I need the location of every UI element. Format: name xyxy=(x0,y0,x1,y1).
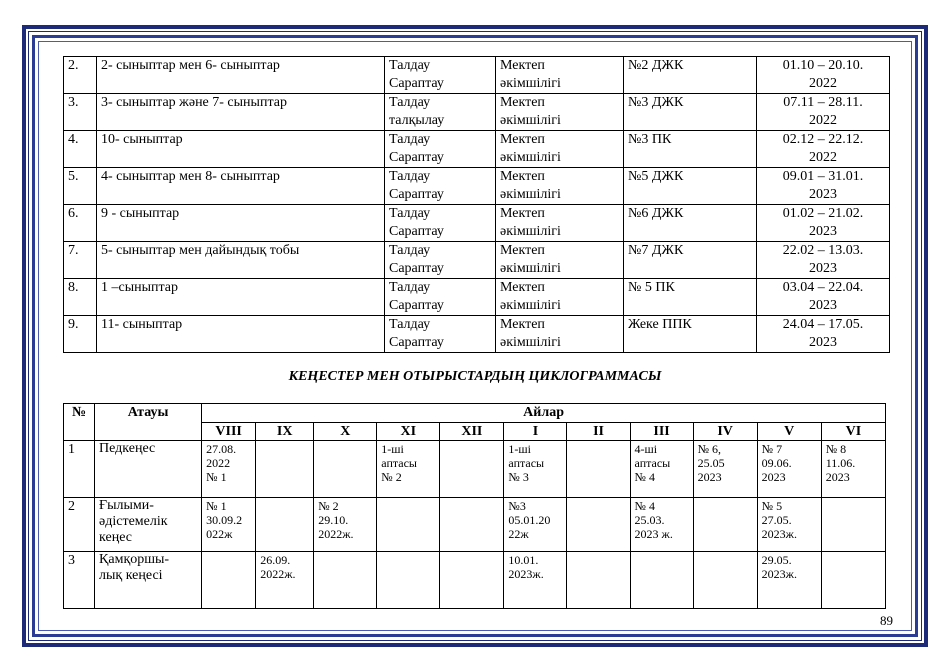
month-header: III xyxy=(630,423,693,441)
row-number: 9. xyxy=(64,316,97,353)
cell-line: 30.09.2 xyxy=(206,513,243,527)
cell-line: 022ж xyxy=(206,527,233,541)
document-cell: Жеке ППК xyxy=(624,316,757,353)
cell-line: № 6, xyxy=(697,442,722,456)
classes-cell: 2- сыныптар мен 6- сыныптар xyxy=(97,57,385,94)
table-row xyxy=(64,316,890,353)
cell-line: Мектеп xyxy=(500,95,545,110)
responsible-cell xyxy=(496,316,624,353)
page-number: 89 xyxy=(880,613,893,628)
cell-line: 2022ж. xyxy=(260,567,296,581)
header-name: Атауы xyxy=(95,404,202,441)
schedule-cell xyxy=(821,441,885,498)
cell-line: аптасы xyxy=(634,456,671,470)
cell-line: Сараптау xyxy=(389,335,444,350)
cell-line: Мектеп xyxy=(500,280,545,295)
cell-line: 2023 xyxy=(809,224,837,239)
table-row xyxy=(64,131,890,168)
cell-line: № 5 xyxy=(761,499,783,513)
schedule-cell xyxy=(256,552,314,609)
schedule-cell xyxy=(693,441,757,498)
cell-line: 03.04 – 22.04. xyxy=(782,280,864,295)
cell-line: № 2 xyxy=(381,470,402,484)
schedule-cell xyxy=(821,552,885,609)
cell-line: Талдау xyxy=(389,317,431,332)
cyclogram-title: КЕҢЕСТЕР МЕН ОТЫРЫСТАРДЫҢ ЦИКЛОГРАММАСЫ xyxy=(288,369,662,384)
date-cell xyxy=(757,205,890,242)
name-line: кеңес xyxy=(99,530,132,545)
cell-line: 10.01. xyxy=(508,553,539,567)
cell-line: Сараптау xyxy=(389,261,444,276)
month-header: X xyxy=(314,423,377,441)
table-row xyxy=(64,57,890,94)
month-header: IV xyxy=(693,423,757,441)
date-cell xyxy=(757,131,890,168)
schedule-cell xyxy=(630,552,693,609)
schedule-cell xyxy=(630,441,693,498)
cell-line: 27.05. xyxy=(761,513,792,527)
cell-line: 2022 xyxy=(809,113,837,128)
cell-line: Мектеп xyxy=(500,243,545,258)
cell-line: 01.02 – 21.02. xyxy=(782,206,864,221)
cell-line: 11.06. xyxy=(825,456,856,470)
schedule-cell xyxy=(440,552,504,609)
cell-line: аптасы xyxy=(508,456,545,470)
cell-line: 2022 xyxy=(809,76,837,91)
table-row xyxy=(64,441,886,498)
council-name xyxy=(95,441,202,498)
cell-line: 22.02 – 13.03. xyxy=(782,243,864,258)
responsible-cell xyxy=(496,131,624,168)
date-cell xyxy=(757,242,890,279)
schedule-cell xyxy=(377,552,440,609)
schedule-cell xyxy=(377,441,440,498)
cell-line: № 8 xyxy=(825,442,847,456)
document-cell: №7 ДЖК xyxy=(624,242,757,279)
month-header: VIII xyxy=(202,423,256,441)
control-plan-table xyxy=(63,56,890,353)
document-cell: № 5 ПК xyxy=(624,279,757,316)
cell-line: Сараптау xyxy=(389,224,444,239)
table-row xyxy=(64,168,890,205)
method-cell xyxy=(385,242,496,279)
schedule-cell xyxy=(377,498,440,552)
cell-line: 2023 xyxy=(825,470,850,484)
cell-line: Талдау xyxy=(389,243,431,258)
cell-line: Сараптау xyxy=(389,187,444,202)
date-cell xyxy=(757,57,890,94)
cell-line: № 7 xyxy=(761,442,783,456)
row-number: 3. xyxy=(64,94,97,131)
document-cell: №3 ДЖК xyxy=(624,94,757,131)
responsible-cell xyxy=(496,94,624,131)
cell-line: № 2 xyxy=(318,499,339,513)
cell-line: әкімшілігі xyxy=(500,150,561,165)
table-row xyxy=(64,279,890,316)
responsible-cell xyxy=(496,57,624,94)
cell-line: 05.01.20 xyxy=(508,513,551,527)
cell-line: Талдау xyxy=(389,58,431,73)
method-cell xyxy=(385,279,496,316)
schedule-cell xyxy=(504,498,567,552)
cell-line: әкімшілігі xyxy=(500,224,561,239)
method-cell xyxy=(385,205,496,242)
cell-line: Мектеп xyxy=(500,169,545,184)
month-header: IX xyxy=(256,423,314,441)
row-number: 8. xyxy=(64,279,97,316)
schedule-cell xyxy=(567,552,630,609)
responsible-cell xyxy=(496,168,624,205)
row-number: 2 xyxy=(64,498,95,552)
cell-line: №3 xyxy=(508,499,526,513)
cell-line: Талдау xyxy=(389,132,431,147)
schedule-cell xyxy=(202,441,256,498)
schedule-cell xyxy=(504,552,567,609)
schedule-cell xyxy=(314,552,377,609)
method-cell xyxy=(385,94,496,131)
cell-line: 26.09. xyxy=(260,553,291,567)
month-header: XI xyxy=(377,423,440,441)
schedule-cell xyxy=(567,441,630,498)
cell-line: 02.12 – 22.12. xyxy=(782,132,864,147)
document-cell: №6 ДЖК xyxy=(624,205,757,242)
date-cell xyxy=(757,168,890,205)
schedule-cell xyxy=(256,441,314,498)
cell-line: талқылау xyxy=(389,113,445,128)
table-row xyxy=(64,242,890,279)
cell-line: әкімшілігі xyxy=(500,187,561,202)
cell-line: 07.11 – 28.11. xyxy=(783,95,863,110)
schedule-cell xyxy=(757,441,821,498)
cell-line: 22ж xyxy=(508,527,529,541)
cell-line: 2022 xyxy=(206,456,231,470)
cell-line: 4-ші xyxy=(634,442,658,456)
table-row xyxy=(64,498,886,552)
name-line: лық кеңесі xyxy=(99,568,163,583)
cell-line: 1-ші xyxy=(508,442,531,456)
cell-line: әкімшілігі xyxy=(500,335,561,350)
classes-cell: 1 –сыныптар xyxy=(97,279,385,316)
method-cell xyxy=(385,168,496,205)
cell-line: Мектеп xyxy=(500,132,545,147)
schedule-cell xyxy=(693,498,757,552)
cell-line: № 4 xyxy=(634,499,655,513)
cell-line: № 1 xyxy=(206,499,227,513)
document-cell: №2 ДЖК xyxy=(624,57,757,94)
month-header: II xyxy=(567,423,630,441)
cell-line: Талдау xyxy=(389,280,431,295)
name-line: Қамқоршы- xyxy=(99,552,170,567)
cell-line: 29.05. xyxy=(761,553,792,567)
cell-line: 25.05 xyxy=(697,456,725,470)
cell-line: Сараптау xyxy=(389,150,444,165)
schedule-cell xyxy=(314,441,377,498)
schedule-cell xyxy=(757,498,821,552)
row-number: 6. xyxy=(64,205,97,242)
name-line: Ғылыми- xyxy=(99,498,154,513)
cell-line: 2023ж. xyxy=(508,567,544,581)
schedule-cell xyxy=(256,498,314,552)
schedule-cell xyxy=(504,441,567,498)
header-months: Айлар xyxy=(202,404,886,423)
schedule-cell xyxy=(202,552,256,609)
row-number: 3 xyxy=(64,552,95,609)
cell-line: Талдау xyxy=(389,206,431,221)
month-header: V xyxy=(757,423,821,441)
cell-line: 01.10 – 20.10. xyxy=(782,58,864,73)
cell-line: 27.08. xyxy=(206,442,237,456)
responsible-cell xyxy=(496,279,624,316)
table-row xyxy=(64,94,890,131)
cell-line: Талдау xyxy=(389,95,431,110)
row-number: 7. xyxy=(64,242,97,279)
method-cell xyxy=(385,131,496,168)
date-cell xyxy=(757,316,890,353)
schedule-cell xyxy=(567,498,630,552)
month-header: XII xyxy=(440,423,504,441)
cell-line: Мектеп xyxy=(500,58,545,73)
cell-line: 2022ж. xyxy=(318,527,354,541)
name-line: Педкеңес xyxy=(99,441,156,456)
cell-line: № 4 xyxy=(634,470,655,484)
cell-line: әкімшілігі xyxy=(500,113,561,128)
cell-line: 09.06. xyxy=(761,456,792,470)
classes-cell: 4- сыныптар мен 8- сыныптар xyxy=(97,168,385,205)
cell-line: әкімшілігі xyxy=(500,298,561,313)
cell-line: 29.10. xyxy=(318,513,349,527)
cell-line: Мектеп xyxy=(500,317,545,332)
schedule-cell xyxy=(314,498,377,552)
cell-line: 2022 xyxy=(809,150,837,165)
cell-line: әкімшілігі xyxy=(500,261,561,276)
schedule-cell xyxy=(202,498,256,552)
method-cell xyxy=(385,316,496,353)
document-cell: №5 ДЖК xyxy=(624,168,757,205)
month-header: I xyxy=(504,423,567,441)
schedule-cell xyxy=(821,498,885,552)
cell-line: Сараптау xyxy=(389,76,444,91)
table-row xyxy=(64,552,886,609)
council-name xyxy=(95,552,202,609)
cell-line: № 1 xyxy=(206,470,227,484)
cell-line: аптасы xyxy=(381,456,417,470)
cell-line: 2023 ж. xyxy=(634,527,673,541)
row-number: 2. xyxy=(64,57,97,94)
schedule-cell xyxy=(693,552,757,609)
classes-cell: 10- сыныптар xyxy=(97,131,385,168)
classes-cell: 9 - сыныптар xyxy=(97,205,385,242)
date-cell xyxy=(757,94,890,131)
schedule-cell xyxy=(757,552,821,609)
name-line: әдістемелік xyxy=(99,514,168,529)
row-number: 4. xyxy=(64,131,97,168)
cell-line: 2023ж. xyxy=(761,567,797,581)
method-cell xyxy=(385,57,496,94)
cell-line: Мектеп xyxy=(500,206,545,221)
responsible-cell xyxy=(496,205,624,242)
cell-line: 2023 xyxy=(809,261,837,276)
table-row xyxy=(64,205,890,242)
cell-line: № 3 xyxy=(508,470,529,484)
cell-line: 2023ж. xyxy=(761,527,797,541)
responsible-cell xyxy=(496,242,624,279)
cell-line: 25.03. xyxy=(634,513,665,527)
cell-line: 2023 xyxy=(809,187,837,202)
cell-line: Талдау xyxy=(389,169,431,184)
cyclogram-table xyxy=(63,403,886,609)
classes-cell: 3- сыныптар және 7- сыныптар xyxy=(97,94,385,131)
cell-line: 1-ші xyxy=(381,442,404,456)
row-number: 5. xyxy=(64,168,97,205)
cell-line: әкімшілігі xyxy=(500,76,561,91)
row-number: 1 xyxy=(64,441,95,498)
document-cell: №3 ПК xyxy=(624,131,757,168)
cell-line: 2023 xyxy=(809,335,837,350)
cell-line: Сараптау xyxy=(389,298,444,313)
month-header: VI xyxy=(821,423,885,441)
cell-line: 2023 xyxy=(761,470,786,484)
classes-cell: 5- сыныптар мен дайындық тобы xyxy=(97,242,385,279)
schedule-cell xyxy=(630,498,693,552)
schedule-cell xyxy=(440,441,504,498)
cell-line: 2023 xyxy=(809,298,837,313)
council-name xyxy=(95,498,202,552)
cell-line: 2023 xyxy=(697,470,722,484)
classes-cell: 11- сыныптар xyxy=(97,316,385,353)
cell-line: 24.04 – 17.05. xyxy=(782,317,864,332)
schedule-cell xyxy=(440,498,504,552)
cell-line: 09.01 – 31.01. xyxy=(782,169,864,184)
date-cell xyxy=(757,279,890,316)
header-num: № xyxy=(64,404,95,441)
